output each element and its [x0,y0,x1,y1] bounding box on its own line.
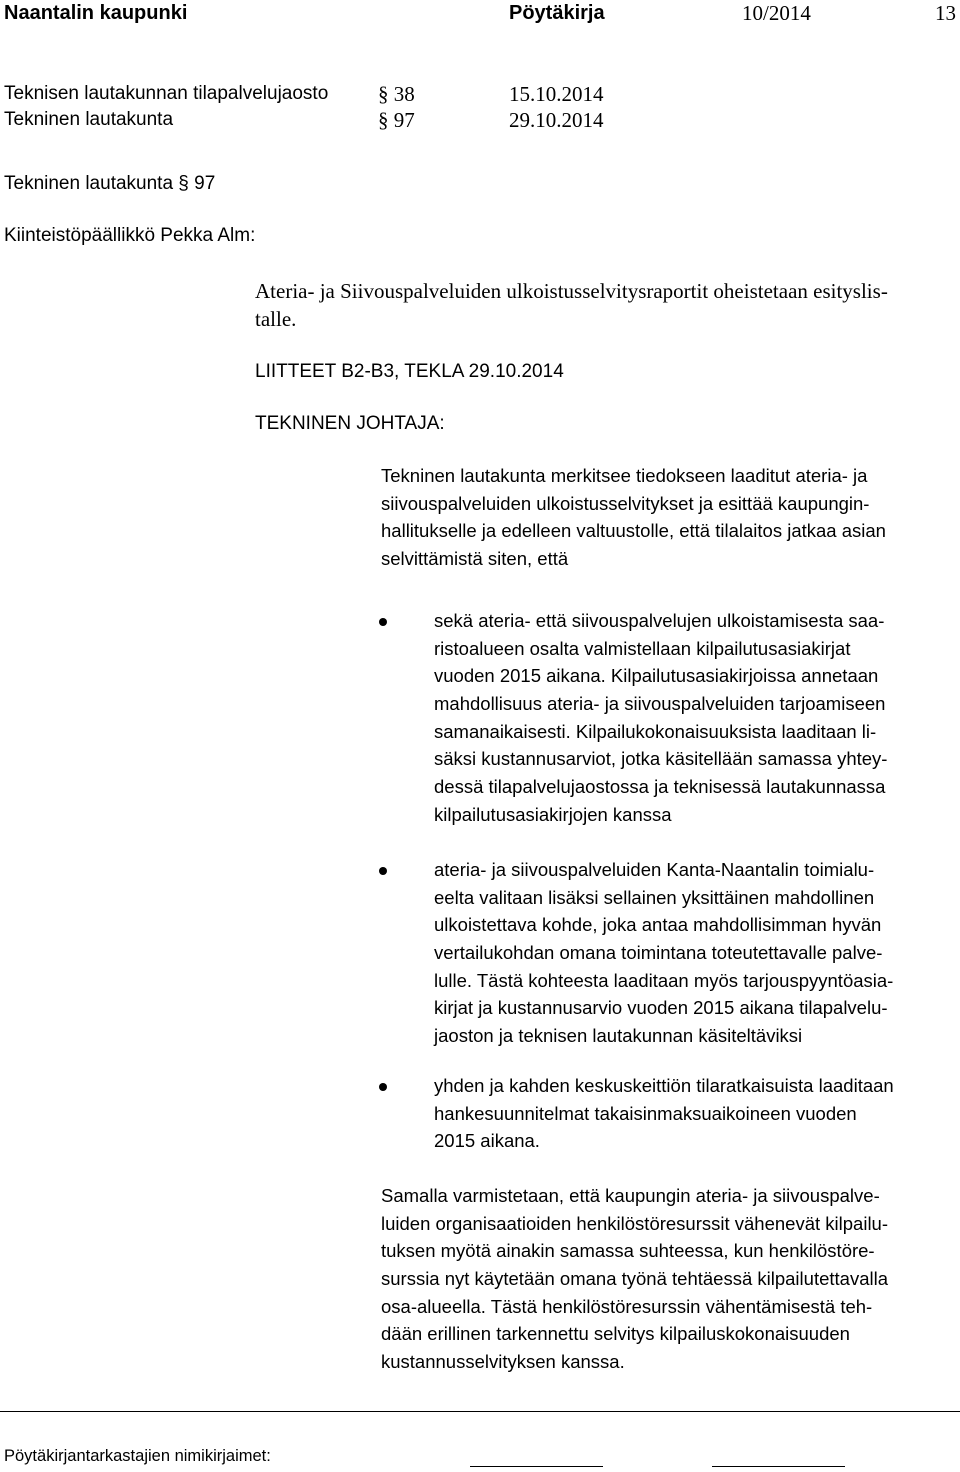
issue-number: 10/2014 [742,1,811,25]
presenter-label: Kiinteistöpäällikkö Pekka Alm: [4,225,256,246]
signature-line [712,1466,845,1467]
text-line: 2015 aikana. [434,1130,540,1152]
text-line: luiden organisaatioiden henkilöstöresurssit vähenevät kilpailu- [381,1212,888,1234]
org-name: Naantalin kaupunki [4,2,188,24]
meeting-section: § 97 [378,108,415,132]
text-line: hallitukselle ja edelleen valtuustolle, että tilalaitos jatkaa asian [381,520,886,542]
list-item [434,607,887,829]
bullet-marker [379,867,387,875]
page-number: 13 [935,1,956,25]
intro-paragraph [255,277,888,333]
text-line: dessä tilapalvelujaostossa ja teknisessä lautakunnassa [434,776,886,798]
text-line: siivouspalveluiden ulkoistusselvitykset ja esittää kaupungin- [381,492,870,514]
text-line: vuoden 2015 aikana. Kilpailutusasiakirjoissa annetaan [434,665,879,687]
text-line: ulkoistettava kohde, joka antaa mahdollisimman hyvän [434,914,882,936]
footer-label: Pöytäkirjantarkastajien nimikirjaimet: [4,1447,271,1465]
text-line: Samalla varmistetaan, että kaupungin ateria- ja siivouspalve- [381,1185,880,1206]
proposal-paragraph [381,462,886,573]
text-line: selvittämistä siten, että [381,548,569,570]
attachments-line: LIITTEET B2-B3, TEKLA 29.10.2014 [255,361,564,382]
text-line: vertailukohdan omana toimintana toteutettavalle palve- [434,942,883,964]
text-line: yhden ja kahden keskuskeittiön tilaratkaisuista laaditaan [434,1075,894,1096]
text-line: samanaikaisesti. Kilpailukokonaisuuksista laaditaan li- [434,720,877,742]
text-line: kustannusselvityksen kanssa. [381,1351,625,1373]
text-line: Ateria- ja Siivouspalveluiden ulkoistusselvitysraportit oheistetaan esityslis- [255,279,888,303]
text-line: osa-alueella. Tästä henkilöstöresurssin vähentämisestä teh- [381,1295,873,1317]
text-line: säksi kustannusarviot, jotka käsitellään samassa yhtey- [434,748,888,770]
text-line: sekä ateria- että siivouspalvelujen ulkoistamisesta saa- [434,610,885,631]
text-line: dään erillinen tarkennettu selvitys kilpailuskokonaisuuden [381,1323,850,1345]
item-heading: Tekninen lautakunta § 97 [4,173,216,194]
list-item [434,1072,894,1155]
text-line: Tekninen lautakunta merkitsee tiedokseen laaditut ateria- ja [381,465,868,486]
text-line: lulle. Tästä kohteesta laaditaan myös tarjouspyyntöasia- [434,969,894,991]
list-item [434,856,893,1050]
text-line: eelta valitaan lisäksi sellainen yksittäinen mahdollinen [434,886,875,908]
proposer-label: TEKNINEN JOHTAJA: [255,413,445,434]
footer-divider [0,1411,960,1412]
text-line: jaoston ja teknisen lautakunnan käsiteltäviksi [434,1025,803,1047]
bullet-marker [379,618,387,626]
text-line: ristoalueen osalta valmistellaan kilpailutusasiakirjat [434,637,851,659]
meeting-section: § 38 [378,82,415,106]
closing-paragraph [381,1182,888,1376]
meeting-body: Teknisen lautakunnan tilapalvelujaosto [4,83,329,104]
text-line: kilpailutusasiakirjojen kanssa [434,803,672,825]
text-line: talle. [255,307,297,331]
doc-type: Pöytäkirja [509,2,605,24]
text-line: mahdollisuus ateria- ja siivouspalveluiden tarjoamiseen [434,693,886,715]
text-line: tuksen myötä ainakin samassa suhteessa, kun henkilöstöre- [381,1240,875,1262]
meeting-date: 29.10.2014 [509,108,604,132]
text-line: hankesuunnitelmat takaisinmaksuaikoineen vuoden [434,1102,857,1124]
meeting-body: Tekninen lautakunta [4,109,174,130]
text-line: kirjat ja kustannusarvio vuoden 2015 aikana tilapalvelu- [434,997,888,1019]
signature-line [470,1466,603,1467]
bullet-marker [379,1083,387,1091]
text-line: surssia nyt käytetään omana työnä tehtäessä kilpailutettavalla [381,1268,888,1290]
text-line: ateria- ja siivouspalveluiden Kanta-Naantalin toimialu- [434,859,875,880]
meeting-date: 15.10.2014 [509,82,604,106]
